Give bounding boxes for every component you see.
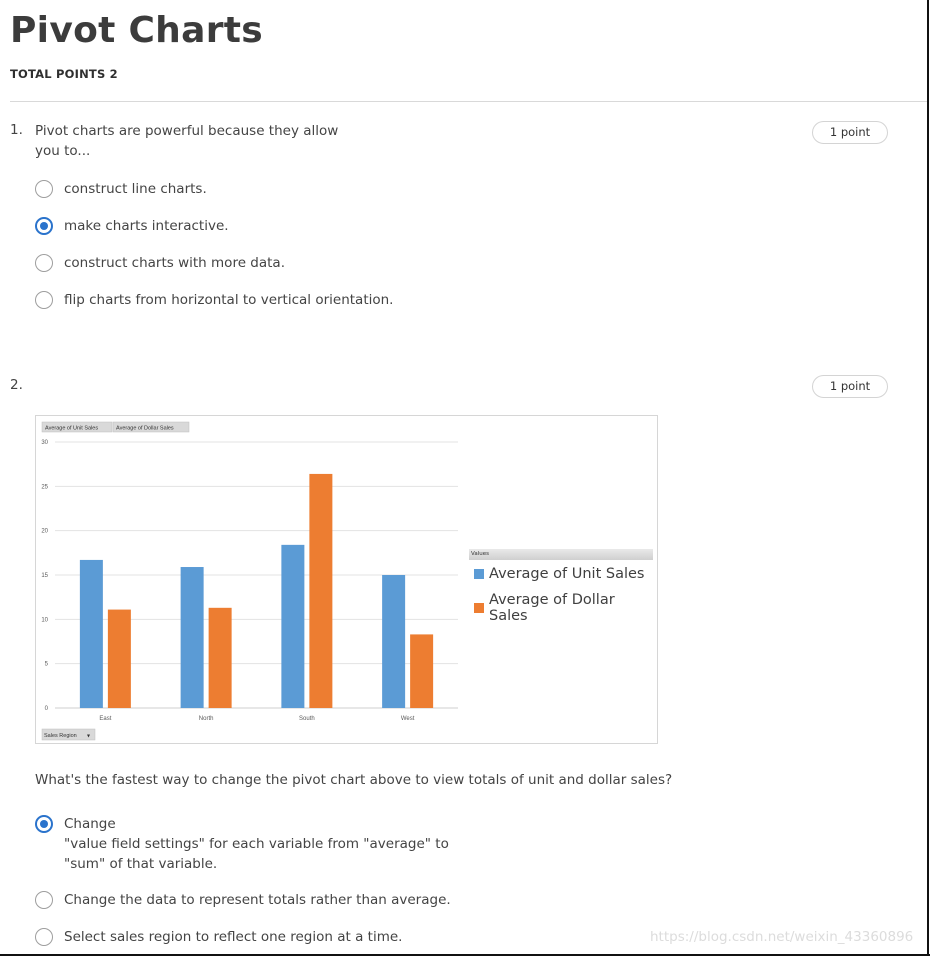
question-1-points-badge: 1 point [812,121,888,144]
y-tick-label: 5 [44,661,48,668]
q2-option-1-radio[interactable] [35,815,53,833]
question-2-prompt: What's the fastest way to change the pivot chart above to view totals of unit and dollar sales? [35,772,673,788]
page-title: Pivot Charts [10,10,263,51]
question-1-text-line1: Pivot charts are powerful because they allow [35,123,339,139]
q2-option-1[interactable] [35,815,449,874]
q2-option-2[interactable] [35,891,451,910]
header-divider [10,101,927,102]
q2-option-3-label: Select sales region to reflect one region at a time. [64,929,403,945]
q1-option-3-label: construct charts with more data. [64,255,285,271]
q2-option-3-radio[interactable] [35,928,53,946]
q1-option-2-label: make charts interactive. [64,218,229,234]
q2-option-2-label: Change the data to represent totals rather than average. [64,892,451,908]
q2-option-3[interactable] [35,928,402,947]
bar-west-unit-sales [382,575,405,708]
legend-swatch-unit-sales [474,569,484,579]
bar-east-dollar-sales [108,610,131,708]
q1-option-4[interactable] [35,291,393,310]
bar-north-unit-sales [181,567,204,708]
q2-option-1-label-line3: "sum" of that variable. [64,856,218,872]
q1-option-2[interactable] [35,217,229,236]
dropdown-arrow-icon: ▾ [87,732,91,740]
question-2-number: 2. [10,377,23,393]
total-points: TOTAL POINTS 2 [10,67,118,81]
y-tick-label: 0 [44,706,48,712]
field-button-label: Average of Unit Sales [45,425,99,432]
bar-north-dollar-sales [209,608,232,708]
q1-option-1-radio[interactable] [35,180,53,198]
y-tick-label: 20 [41,528,48,535]
question-1-text [35,121,338,161]
bar-south-dollar-sales [309,474,332,708]
y-tick-label: 10 [41,617,48,624]
pivot-chart-image [35,415,658,744]
legend-swatch-dollar-sales [474,603,484,613]
q1-option-1-label: construct line charts. [64,181,207,197]
x-tick-label: West [400,716,415,722]
y-tick-label: 15 [41,573,48,579]
question-1-text-line2: you to... [35,143,91,159]
q1-option-3-radio[interactable] [35,254,53,272]
question-2-points-badge: 1 point [812,375,888,398]
field-button-label: Average of Dollar Sales [116,425,174,432]
q1-option-3[interactable] [35,254,285,273]
q2-option-1-label-line2: "value field settings" for each variable from "average" to [64,836,449,852]
y-tick-label: 25 [41,484,48,491]
q1-option-4-label: flip charts from horizontal to vertical orientation. [64,292,394,308]
bar-south-unit-sales [281,545,304,708]
bar-east-unit-sales [80,560,103,708]
watermark-text: https://blog.csdn.net/weixin_43360896 [650,929,914,945]
y-tick-label: 30 [41,440,48,446]
q2-option-2-radio[interactable] [35,891,53,909]
sales-region-filter-label: Sales Region [44,733,77,739]
q1-option-1[interactable] [35,180,207,199]
bar-west-dollar-sales [410,634,433,708]
q1-option-4-radio[interactable] [35,291,53,309]
legend-item-unit-sales [474,566,644,582]
question-1-number: 1. [10,122,23,138]
q2-option-1-label-line1: Change [64,816,116,832]
window-border-right [927,0,929,956]
x-tick-label: East [99,716,112,722]
legend-item-dollar-sales [474,592,657,624]
legend-title: Values [469,549,653,560]
legend-label-dollar-sales: Average of Dollar Sales [489,592,615,624]
legend-label-unit-sales: Average of Unit Sales [489,566,645,582]
q1-option-2-radio[interactable] [35,217,53,235]
q2-option-1-label [64,814,449,874]
x-tick-label: South [299,716,315,722]
x-tick-label: North [198,716,214,722]
